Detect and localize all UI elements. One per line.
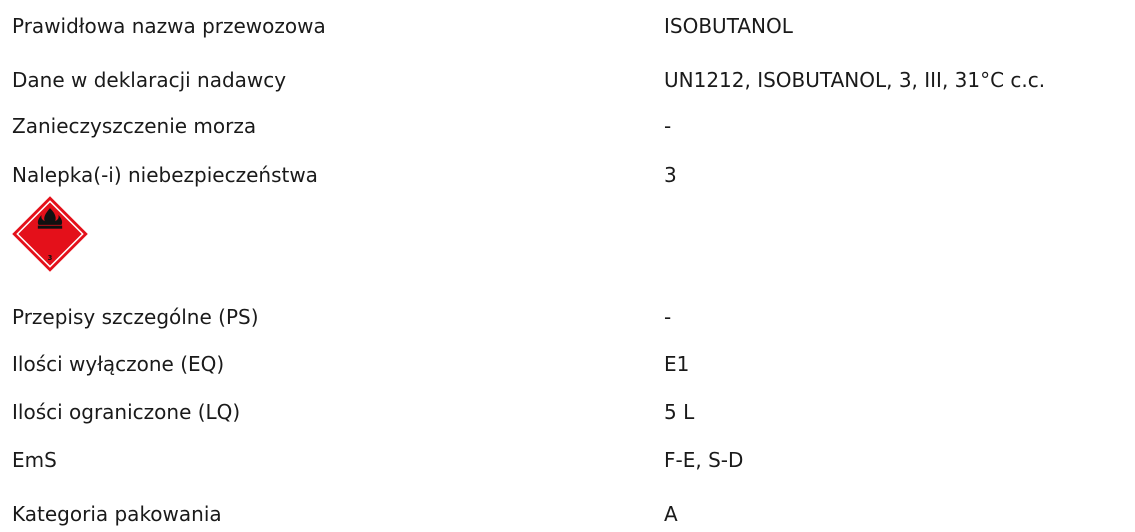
field-value: - [664, 305, 672, 329]
field-value: F-E, S-D [664, 448, 744, 472]
field-label: Dane w deklaracji nadawcy [12, 68, 287, 92]
field-label: Nalepka(-i) niebezpieczeństwa [12, 163, 318, 187]
field-label: Ilości wyłączone (EQ) [12, 352, 225, 376]
field-value: 3 [664, 163, 677, 187]
row-proper-shipping-name [0, 8, 1135, 44]
row-ems [0, 442, 1135, 478]
field-value: - [664, 114, 672, 138]
row-special-provisions [0, 299, 1135, 335]
field-value: A [664, 502, 678, 526]
field-label: Zanieczyszczenie morza [12, 114, 257, 138]
class-number: 3 [47, 253, 53, 262]
row-stowage-category [0, 496, 1135, 532]
field-label: Prawidłowa nazwa przewozowa [12, 14, 326, 38]
field-value: E1 [664, 352, 690, 376]
field-label: Przepisy szczególne (PS) [12, 305, 259, 329]
row-excepted-quantities [0, 346, 1135, 382]
field-label: EmS [12, 448, 57, 472]
field-value: UN1212, ISOBUTANOL, 3, III, 31°C c.c. [664, 68, 1046, 92]
row-limited-quantities [0, 394, 1135, 430]
row-marine-pollutant [0, 108, 1135, 144]
flammable-liquid-class-3-icon [12, 196, 88, 272]
field-label: Kategoria pakowania [12, 502, 222, 526]
row-shipper-declaration [0, 62, 1135, 98]
field-value: ISOBUTANOL [664, 14, 793, 38]
row-hazard-labels [0, 157, 1135, 193]
field-label: Ilości ograniczone (LQ) [12, 400, 241, 424]
field-value: 5 L [664, 400, 695, 424]
